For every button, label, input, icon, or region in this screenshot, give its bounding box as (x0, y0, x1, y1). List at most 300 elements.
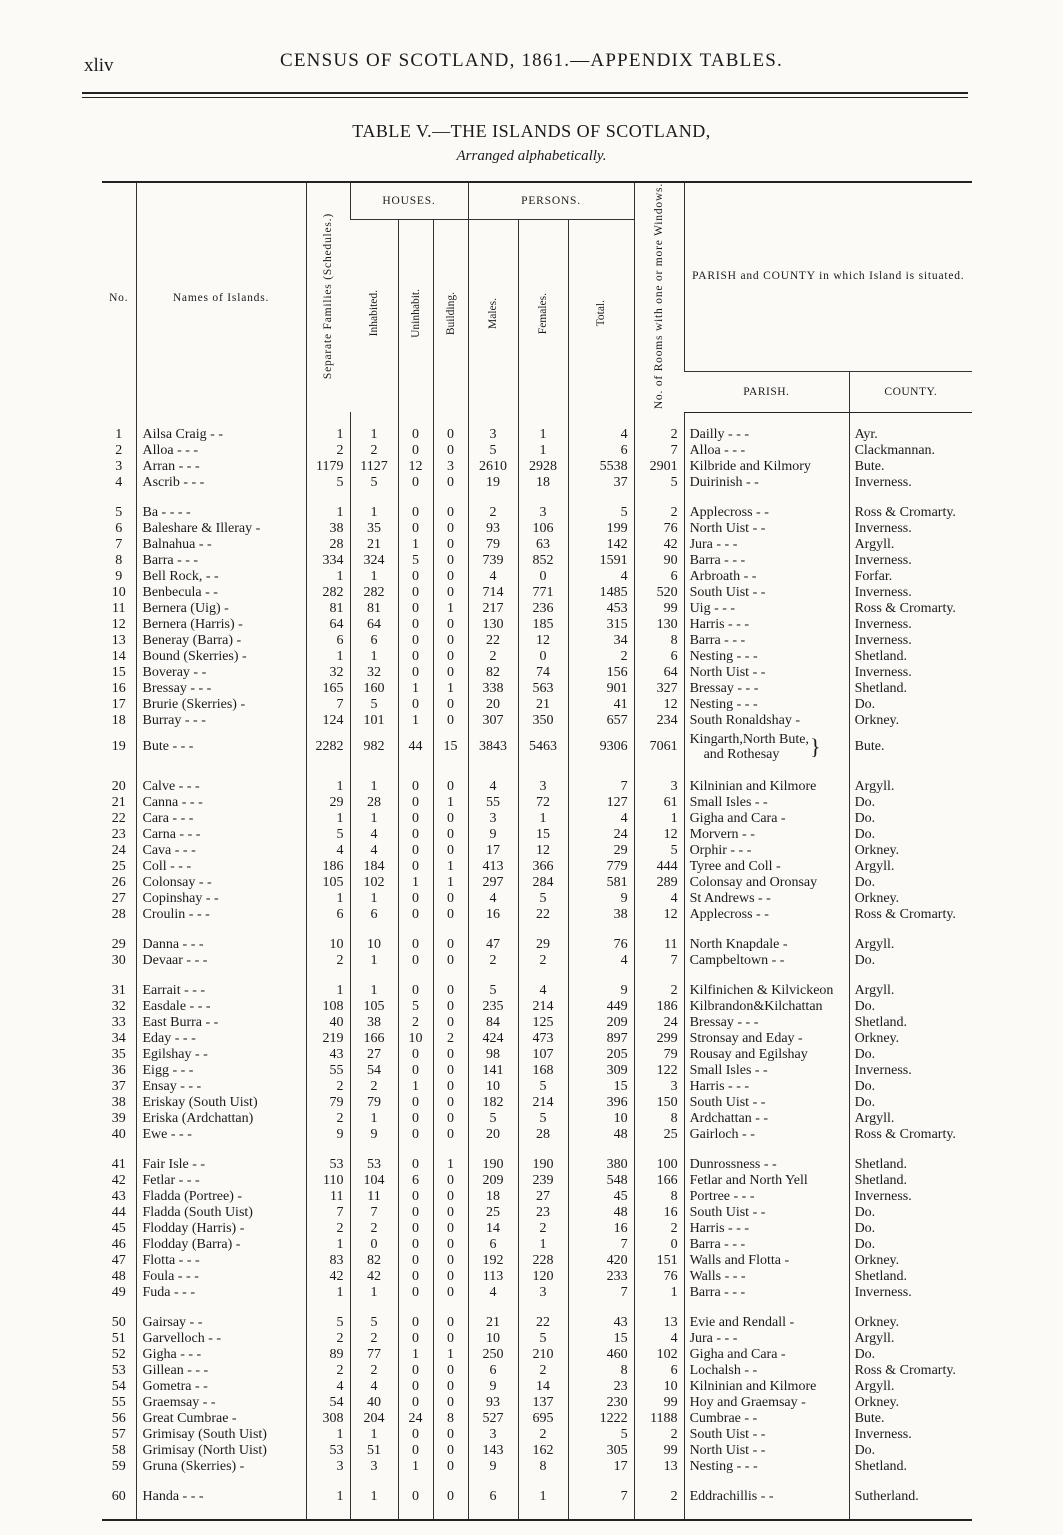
running-head: CENSUS OF SCOTLAND, 1861.—APPENDIX TABLES. (280, 50, 783, 71)
cell-total: 23 (568, 1379, 634, 1395)
cell-families: 38 (306, 521, 350, 537)
cell-uninhabited: 0 (398, 1269, 433, 1285)
cell-county: Inverness. (849, 585, 972, 601)
spacer-cell (102, 1475, 136, 1489)
spacer-cell (350, 765, 398, 779)
spacer-cell (433, 1475, 468, 1489)
cell-uninhabited: 0 (398, 907, 433, 923)
cell-building: 0 (433, 1315, 468, 1331)
cell-males: 307 (468, 713, 518, 729)
cell-parish: South Uist - - (684, 585, 849, 601)
cell-males: 4 (468, 891, 518, 907)
cell-total: 1485 (568, 585, 634, 601)
cell-total: 233 (568, 1269, 634, 1285)
table-row (102, 649, 972, 665)
cell-total: 8 (568, 1363, 634, 1379)
cell-inhabited: 81 (350, 601, 398, 617)
cell-no: 5 (115, 504, 123, 520)
cell-inhabited: 2 (350, 1331, 398, 1347)
cell-rooms: 99 (634, 1395, 684, 1411)
row-spacer (102, 1505, 972, 1520)
spacer-cell (568, 491, 634, 505)
cell-families: 282 (306, 585, 350, 601)
row-spacer (102, 1475, 972, 1489)
cell-uninhabited: 0 (398, 1443, 433, 1459)
cell-females: 5 (518, 891, 568, 907)
cell-uninhabited: 0 (398, 505, 433, 521)
cell-building: 0 (433, 1285, 468, 1301)
cell-no: 18 (111, 712, 126, 728)
cell-males: 2 (468, 649, 518, 665)
table-row (102, 1047, 972, 1063)
cell-inhabited: 1 (350, 811, 398, 827)
spacer-cell (518, 491, 568, 505)
cell-families: 10 (306, 937, 350, 953)
cell-total: 420 (568, 1253, 634, 1269)
cell-total: 127 (568, 795, 634, 811)
cell-no: 23 (111, 826, 126, 842)
cell-building: 0 (433, 953, 468, 969)
header-persons: PERSONS. (468, 182, 634, 220)
cell-inhabited: 166 (350, 1031, 398, 1047)
cell-no: 10 (111, 584, 126, 600)
table-row (102, 1015, 972, 1031)
cell-parish: North Uist - - (684, 665, 849, 681)
table-row (102, 827, 972, 843)
cell-total: 9306 (568, 729, 634, 765)
spacer-cell (518, 412, 568, 427)
cell-county: Argyll. (849, 983, 972, 999)
cell-uninhabited: 0 (398, 443, 433, 459)
cell-rooms: 2 (634, 1489, 684, 1505)
spacer-cell (568, 1143, 634, 1157)
cell-building: 0 (433, 843, 468, 859)
cell-rooms: 5 (634, 843, 684, 859)
cell-county: Shetland. (849, 1173, 972, 1189)
spacer-cell (518, 1475, 568, 1489)
cell-parish: Applecross - - (684, 505, 849, 521)
table-row (102, 427, 972, 443)
cell-building: 0 (433, 937, 468, 953)
spacer-cell (306, 969, 350, 983)
spacer-cell (136, 923, 306, 937)
cell-county: Inverness. (849, 521, 972, 537)
cell-males: 143 (468, 1443, 518, 1459)
table-title: TABLE V.—THE ISLANDS OF SCOTLAND, (352, 121, 711, 141)
header-females: Females. (518, 220, 568, 413)
cell-no: 3 (115, 458, 123, 474)
cell-rooms: 100 (634, 1157, 684, 1173)
cell-name: Balnahua - - (136, 537, 306, 553)
cell-inhabited: 1 (350, 427, 398, 443)
cell-males: 21 (468, 1315, 518, 1331)
spacer-cell (849, 765, 972, 779)
cell-inhabited: 4 (350, 827, 398, 843)
cell-building: 1 (433, 1347, 468, 1363)
cell-males: 5 (468, 983, 518, 999)
spacer-cell (849, 1301, 972, 1315)
cell-families: 42 (306, 1269, 350, 1285)
cell-no: 59 (111, 1458, 126, 1474)
cell-no: 9 (115, 568, 123, 584)
cell-total: 7 (568, 1285, 634, 1301)
spacer-cell (136, 969, 306, 983)
cell-no: 56 (111, 1410, 126, 1426)
cell-families: 105 (306, 875, 350, 891)
cell-total: 315 (568, 617, 634, 633)
cell-building: 0 (433, 1253, 468, 1269)
spacer-cell (468, 491, 518, 505)
cell-name: Fladda (Portree) - (136, 1189, 306, 1205)
cell-total: 5 (568, 1427, 634, 1443)
cell-uninhabited: 0 (398, 1331, 433, 1347)
cell-females: 563 (518, 681, 568, 697)
cell-building: 0 (433, 811, 468, 827)
cell-families: 186 (306, 859, 350, 875)
cell-building: 0 (433, 1427, 468, 1443)
cell-name: Eigg - - - (136, 1063, 306, 1079)
cell-females: 168 (518, 1063, 568, 1079)
cell-males: 3 (468, 427, 518, 443)
cell-county: Do. (849, 811, 972, 827)
cell-males: 79 (468, 537, 518, 553)
cell-males: 235 (468, 999, 518, 1015)
cell-inhabited: 282 (350, 585, 398, 601)
cell-parish: Stronsay and Eday - (684, 1031, 849, 1047)
cell-parish: Harris - - - (684, 1221, 849, 1237)
header-rooms: No. of Rooms with one or more Windows. (634, 182, 684, 412)
table-row (102, 1031, 972, 1047)
cell-uninhabited: 0 (398, 697, 433, 713)
cell-males: 192 (468, 1253, 518, 1269)
cell-uninhabited: 1 (398, 681, 433, 697)
cell-total: 15 (568, 1331, 634, 1347)
cell-rooms: 2 (634, 505, 684, 521)
parish-line-2: and Rothesay (703, 746, 780, 762)
table-row (102, 1443, 972, 1459)
table-row (102, 1221, 972, 1237)
cell-total: 5538 (568, 459, 634, 475)
cell-parish: Bressay - - - (684, 681, 849, 697)
row-spacer (102, 412, 972, 427)
spacer-cell (634, 969, 684, 983)
cell-building: 0 (433, 1095, 468, 1111)
cell-total: 901 (568, 681, 634, 697)
cell-no: 32 (111, 998, 126, 1014)
table-row (102, 891, 972, 907)
cell-building: 0 (433, 1489, 468, 1505)
table-row (102, 1237, 972, 1253)
cell-inhabited: 6 (350, 633, 398, 649)
table-row (102, 569, 972, 585)
cell-total: 41 (568, 697, 634, 713)
cell-inhabited: 1 (350, 983, 398, 999)
spacer-cell (350, 1143, 398, 1157)
cell-no: 6 (115, 520, 123, 536)
cell-females: 0 (518, 649, 568, 665)
cell-uninhabited: 24 (398, 1411, 433, 1427)
cell-name: Coll - - - (136, 859, 306, 875)
cell-rooms: 61 (634, 795, 684, 811)
cell-families: 1 (306, 569, 350, 585)
cell-inhabited: 2 (350, 1079, 398, 1095)
spacer-cell (849, 1505, 972, 1520)
cell-name: Grimisay (North Uist) (136, 1443, 306, 1459)
cell-uninhabited: 0 (398, 1253, 433, 1269)
cell-parish: North Uist - - (684, 521, 849, 537)
cell-females: 137 (518, 1395, 568, 1411)
cell-females: 15 (518, 827, 568, 843)
cell-uninhabited: 12 (398, 459, 433, 475)
cell-name: Devaar - - - (136, 953, 306, 969)
cell-males: 3 (468, 811, 518, 827)
table-row (102, 907, 972, 923)
cell-inhabited: 1 (350, 1427, 398, 1443)
spacer-cell (136, 412, 306, 427)
cell-building: 0 (433, 1395, 468, 1411)
cell-parish: Nesting - - - (684, 649, 849, 665)
cell-parish: Evie and Rendall - (684, 1315, 849, 1331)
cell-no: 40 (111, 1126, 126, 1142)
cell-rooms: 122 (634, 1063, 684, 1079)
cell-no: 11 (112, 600, 126, 616)
cell-no: 44 (111, 1204, 126, 1220)
cell-county: Orkney. (849, 843, 972, 859)
spacer-cell (350, 1505, 398, 1520)
cell-rooms: 24 (634, 1015, 684, 1031)
cell-name: Colonsay - - (136, 875, 306, 891)
cell-inhabited: 40 (350, 1395, 398, 1411)
cell-females: 210 (518, 1347, 568, 1363)
table-row (102, 617, 972, 633)
cell-name: Bernera (Uig) - (136, 601, 306, 617)
cell-rooms: 99 (634, 601, 684, 617)
cell-females: 5 (518, 1331, 568, 1347)
cell-males: 182 (468, 1095, 518, 1111)
cell-rooms: 7 (634, 443, 684, 459)
cell-county: Argyll. (849, 1331, 972, 1347)
spacer-cell (468, 1301, 518, 1315)
cell-building: 0 (433, 1379, 468, 1395)
cell-uninhabited: 44 (398, 729, 433, 765)
cell-inhabited: 1 (350, 649, 398, 665)
cell-females: 852 (518, 553, 568, 569)
table-row (102, 811, 972, 827)
cell-county: Do. (849, 1347, 972, 1363)
cell-no: 41 (111, 1156, 126, 1172)
spacer-cell (102, 969, 136, 983)
cell-males: 113 (468, 1269, 518, 1285)
spacer-cell (350, 412, 398, 427)
cell-rooms: 12 (634, 827, 684, 843)
cell-building: 0 (433, 443, 468, 459)
cell-males: 4 (468, 779, 518, 795)
cell-no: 51 (111, 1330, 126, 1346)
header-rule-thick (82, 92, 968, 94)
cell-parish: Kilfinichen & Kilvickeon (684, 983, 849, 999)
cell-parish: Kilbride and Kilmory (684, 459, 849, 475)
cell-total: 657 (568, 713, 634, 729)
cell-males: 20 (468, 1127, 518, 1143)
cell-name: Fetlar - - - (136, 1173, 306, 1189)
cell-county: Inverness. (849, 633, 972, 649)
spacer-cell (518, 1301, 568, 1315)
cell-males: 141 (468, 1063, 518, 1079)
cell-rooms: 150 (634, 1095, 684, 1111)
cell-uninhabited: 0 (398, 665, 433, 681)
cell-families: 1 (306, 891, 350, 907)
cell-rooms: 16 (634, 1205, 684, 1221)
spacer-cell (518, 1505, 568, 1520)
cell-name: Barra - - - (136, 553, 306, 569)
cell-males: 217 (468, 601, 518, 617)
spacer-cell (306, 1475, 350, 1489)
cell-name: Easdale - - - (136, 999, 306, 1015)
cell-total: 24 (568, 827, 634, 843)
cell-families: 2282 (306, 729, 350, 765)
header-houses: HOUSES. (350, 182, 468, 220)
cell-females: 63 (518, 537, 568, 553)
cell-no: 1 (115, 426, 123, 442)
cell-inhabited: 2 (350, 1221, 398, 1237)
cell-total: 142 (568, 537, 634, 553)
cell-total: 449 (568, 999, 634, 1015)
cell-families: 219 (306, 1031, 350, 1047)
cell-parish: North Uist - - (684, 1443, 849, 1459)
cell-inhabited: 79 (350, 1095, 398, 1111)
cell-males: 93 (468, 521, 518, 537)
cell-no: 52 (111, 1346, 126, 1362)
cell-females: 22 (518, 907, 568, 923)
cell-females: 5 (518, 1111, 568, 1127)
cell-rooms: 6 (634, 1363, 684, 1379)
spacer-cell (306, 412, 350, 427)
cell-uninhabited: 0 (398, 827, 433, 843)
cell-rooms: 8 (634, 1111, 684, 1127)
table-row (102, 843, 972, 859)
cell-rooms: 130 (634, 617, 684, 633)
cell-name: Gruna (Skerries) - (136, 1459, 306, 1475)
cell-uninhabited: 1 (398, 537, 433, 553)
cell-no: 38 (111, 1094, 126, 1110)
cell-females: 106 (518, 521, 568, 537)
cell-no: 28 (111, 906, 126, 922)
cell-uninhabited: 2 (398, 1015, 433, 1031)
cell-building: 0 (433, 999, 468, 1015)
table-row (102, 1427, 972, 1443)
cell-county: Do. (849, 795, 972, 811)
cell-inhabited: 5 (350, 697, 398, 713)
cell-males: 4 (468, 569, 518, 585)
spacer-cell (102, 412, 136, 427)
cell-inhabited: 10 (350, 937, 398, 953)
cell-males: 424 (468, 1031, 518, 1047)
cell-families: 2 (306, 1111, 350, 1127)
cell-total: 548 (568, 1173, 634, 1189)
spacer-cell (350, 969, 398, 983)
table-row (102, 1095, 972, 1111)
parish-line-1: Kingarth,North Bute, (689, 731, 809, 747)
cell-no: 4 (115, 474, 123, 490)
cell-families: 53 (306, 1443, 350, 1459)
table-row (102, 537, 972, 553)
cell-inhabited: 5 (350, 1315, 398, 1331)
cell-county: Argyll. (849, 937, 972, 953)
cell-no: 29 (111, 936, 126, 952)
cell-total: 156 (568, 665, 634, 681)
cell-rooms: 2 (634, 983, 684, 999)
spacer-cell (136, 765, 306, 779)
cell-rooms: 12 (634, 697, 684, 713)
cell-total: 4 (568, 569, 634, 585)
table-row (102, 1459, 972, 1475)
spacer-cell (398, 1143, 433, 1157)
cell-males: 5 (468, 1111, 518, 1127)
cell-county: Bute. (849, 1411, 972, 1427)
table-row (102, 505, 972, 521)
cell-no: 34 (111, 1030, 126, 1046)
cell-inhabited: 4 (350, 1379, 398, 1395)
cell-males: 17 (468, 843, 518, 859)
cell-county: Argyll. (849, 537, 972, 553)
cell-parish: Cumbrae - - (684, 1411, 849, 1427)
cell-county: Bute. (849, 729, 972, 765)
cell-males: 3843 (468, 729, 518, 765)
cell-name: Garvelloch - - (136, 1331, 306, 1347)
cell-inhabited: 11 (350, 1189, 398, 1205)
cell-parish: Small Isles - - (684, 795, 849, 811)
cell-name: Burray - - - (136, 713, 306, 729)
table-row (102, 999, 972, 1015)
cell-county: Orkney. (849, 1253, 972, 1269)
cell-males: 413 (468, 859, 518, 875)
cell-females: 1 (518, 811, 568, 827)
cell-uninhabited: 0 (398, 891, 433, 907)
cell-name: Egilshay - - (136, 1047, 306, 1063)
cell-females: 228 (518, 1253, 568, 1269)
cell-families: 40 (306, 1015, 350, 1031)
cell-no: 37 (111, 1078, 126, 1094)
cell-families: 1 (306, 649, 350, 665)
table-row (102, 1489, 972, 1505)
cell-females: 2928 (518, 459, 568, 475)
cell-total: 897 (568, 1031, 634, 1047)
cell-families: 6 (306, 633, 350, 649)
table-row (102, 1111, 972, 1127)
table-row (102, 779, 972, 795)
header-inhabited: Inhabited. (367, 290, 380, 337)
cell-county: Forfar. (849, 569, 972, 585)
cell-no: 12 (111, 616, 126, 632)
row-spacer (102, 765, 972, 779)
cell-families: 9 (306, 1127, 350, 1143)
cell-families: 1 (306, 1489, 350, 1505)
spacer-cell (684, 765, 849, 779)
cell-name: Flodday (Harris) - (136, 1221, 306, 1237)
cell-females: 0 (518, 569, 568, 585)
spacer-cell (350, 923, 398, 937)
cell-females: 120 (518, 1269, 568, 1285)
cell-building: 0 (433, 1205, 468, 1221)
cell-parish: Barra - - - (684, 633, 849, 649)
table-row (102, 795, 972, 811)
cell-females: 695 (518, 1411, 568, 1427)
cell-no: 58 (111, 1442, 126, 1458)
cell-females: 3 (518, 1285, 568, 1301)
spacer-cell (684, 491, 849, 505)
cell-males: 250 (468, 1347, 518, 1363)
cell-rooms: 10 (634, 1379, 684, 1395)
